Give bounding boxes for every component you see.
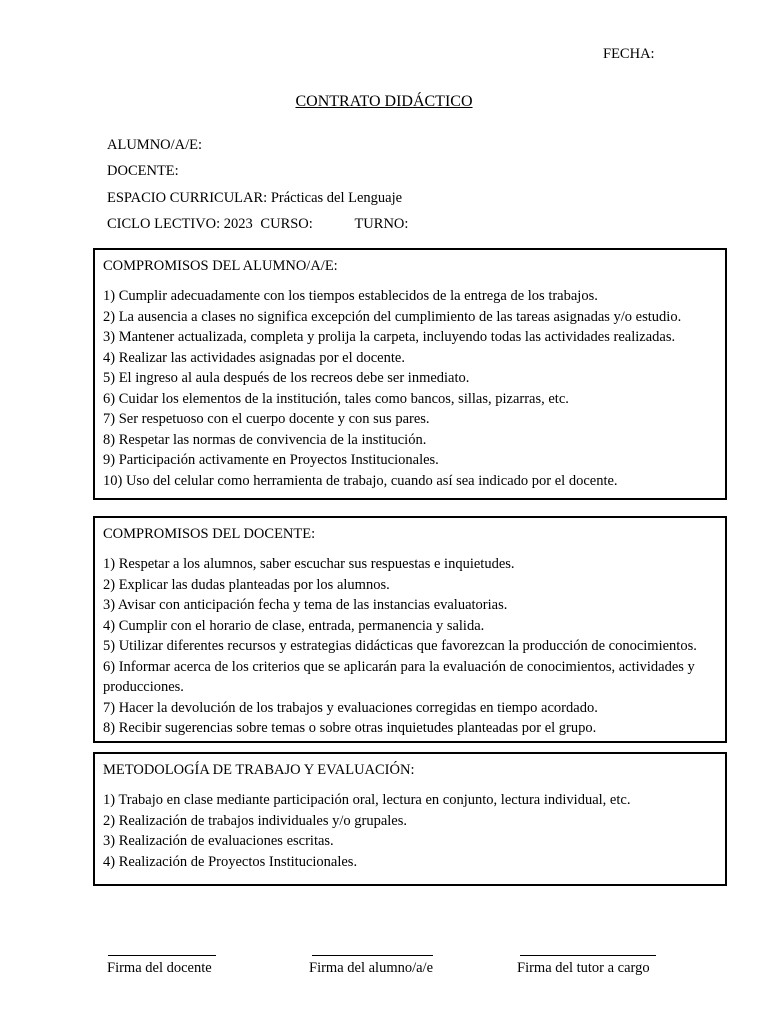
methodology-heading: METODOLOGÍA DE TRABAJO Y EVALUACIÓN:	[103, 762, 415, 778]
list-item: 4) Cumplir con el horario de clase, entrada, permanencia y salida.	[103, 617, 485, 634]
teacher-commitments-box	[93, 516, 727, 743]
list-item: 7) Hacer la devolución de los trabajos y evaluaciones corregidas en tiempo acordado.	[103, 699, 598, 716]
list-item: 4) Realización de Proyectos Institucionales.	[103, 853, 358, 870]
date-label: FECHA:	[603, 46, 655, 62]
student-commitments-box	[93, 248, 727, 500]
tutor-signature-line	[520, 955, 656, 956]
shift-label: TURNO:	[354, 216, 409, 232]
school-year-label: CICLO LECTIVO:	[107, 216, 221, 232]
student-commitments-list	[103, 286, 717, 491]
list-item: 6) Informar acerca de los criterios que se aplicarán para la evaluación de conocimientos, actividades y	[103, 658, 695, 675]
list-item: 1) Cumplir adecuadamente con los tiempos establecidos de la entrega de los trabajos.	[103, 288, 598, 304]
list-item: 3) Avisar con anticipación fecha y tema de las instancias evaluatorias.	[103, 597, 508, 613]
teacher-label: DOCENTE:	[107, 163, 179, 179]
teacher-signature-line	[108, 955, 216, 956]
student-signature-line	[312, 955, 433, 956]
student-commitments-heading: COMPROMISOS DEL ALUMNO/A/E:	[103, 258, 338, 274]
subject-field	[107, 190, 402, 207]
student-signature-label: Firma del alumno/a/e	[309, 960, 434, 976]
list-item: 1) Trabajo en clase mediante participación oral, lectura en conjunto, lectura individual, etc.	[103, 792, 631, 808]
list-item: 3) Realización de evaluaciones escritas.	[103, 833, 334, 849]
list-item: 8) Respetar las normas de convivencia de la institución.	[103, 431, 427, 448]
list-item: 1) Respetar a los alumnos, saber escuchar sus respuestas e inquietudes.	[103, 556, 515, 572]
tutor-signature-label: Firma del tutor a cargo	[517, 960, 650, 976]
list-item: 4) Realizar las actividades asignadas por el docente.	[103, 349, 405, 366]
list-item: 9) Participación activamente en Proyectos Institucionales.	[103, 452, 439, 468]
teacher-signature-label: Firma del docente	[107, 960, 212, 976]
list-item: 8) Recibir sugerencias sobre temas o sobre otras inquietudes planteadas por el grupo.	[103, 720, 597, 736]
list-item: producciones.	[103, 679, 184, 695]
list-item: 3) Mantener actualizada, completa y prolija la carpeta, incluyendo todas las actividades realizadas.	[103, 329, 676, 345]
list-item: 10) Uso del celular como herramienta de trabajo, cuando así sea indicado por el docente.	[103, 472, 618, 489]
list-item: 7) Ser respetuoso con el cuerpo docente y con sus pares.	[103, 411, 430, 427]
teacher-commitments-list	[103, 554, 717, 739]
subject-value: Prácticas del Lenguaje	[270, 190, 403, 206]
teacher-commitments-heading: COMPROMISOS DEL DOCENTE:	[103, 526, 316, 542]
list-item: 2) Explicar las dudas planteadas por los alumnos.	[103, 576, 390, 593]
methodology-box	[93, 752, 727, 886]
school-year-field	[107, 216, 408, 233]
subject-label: ESPACIO CURRICULAR:	[107, 190, 268, 206]
school-year-value: 2023	[223, 216, 253, 232]
list-item: 2) Realización de trabajos individuales y/o grupales.	[103, 812, 408, 829]
list-item: 5) El ingreso al aula después de los recreos debe ser inmediato.	[103, 370, 470, 386]
list-item: 5) Utilizar diferentes recursos y estrategias didácticas que favorezcan la producción de conocimientos.	[103, 638, 697, 654]
course-label: CURSO:	[260, 216, 313, 232]
student-label: ALUMNO/A/E:	[107, 137, 203, 153]
document-title: CONTRATO DIDÁCTICO	[295, 93, 473, 110]
list-item: 6) Cuidar los elementos de la institución, tales como bancos, sillas, pizarras, etc.	[103, 390, 569, 407]
list-item: 2) La ausencia a clases no significa excepción del cumplimiento de las tareas asignadas y/o estudio.	[103, 308, 682, 325]
student-field	[107, 137, 202, 154]
methodology-list	[103, 790, 717, 872]
teacher-field	[107, 163, 179, 180]
